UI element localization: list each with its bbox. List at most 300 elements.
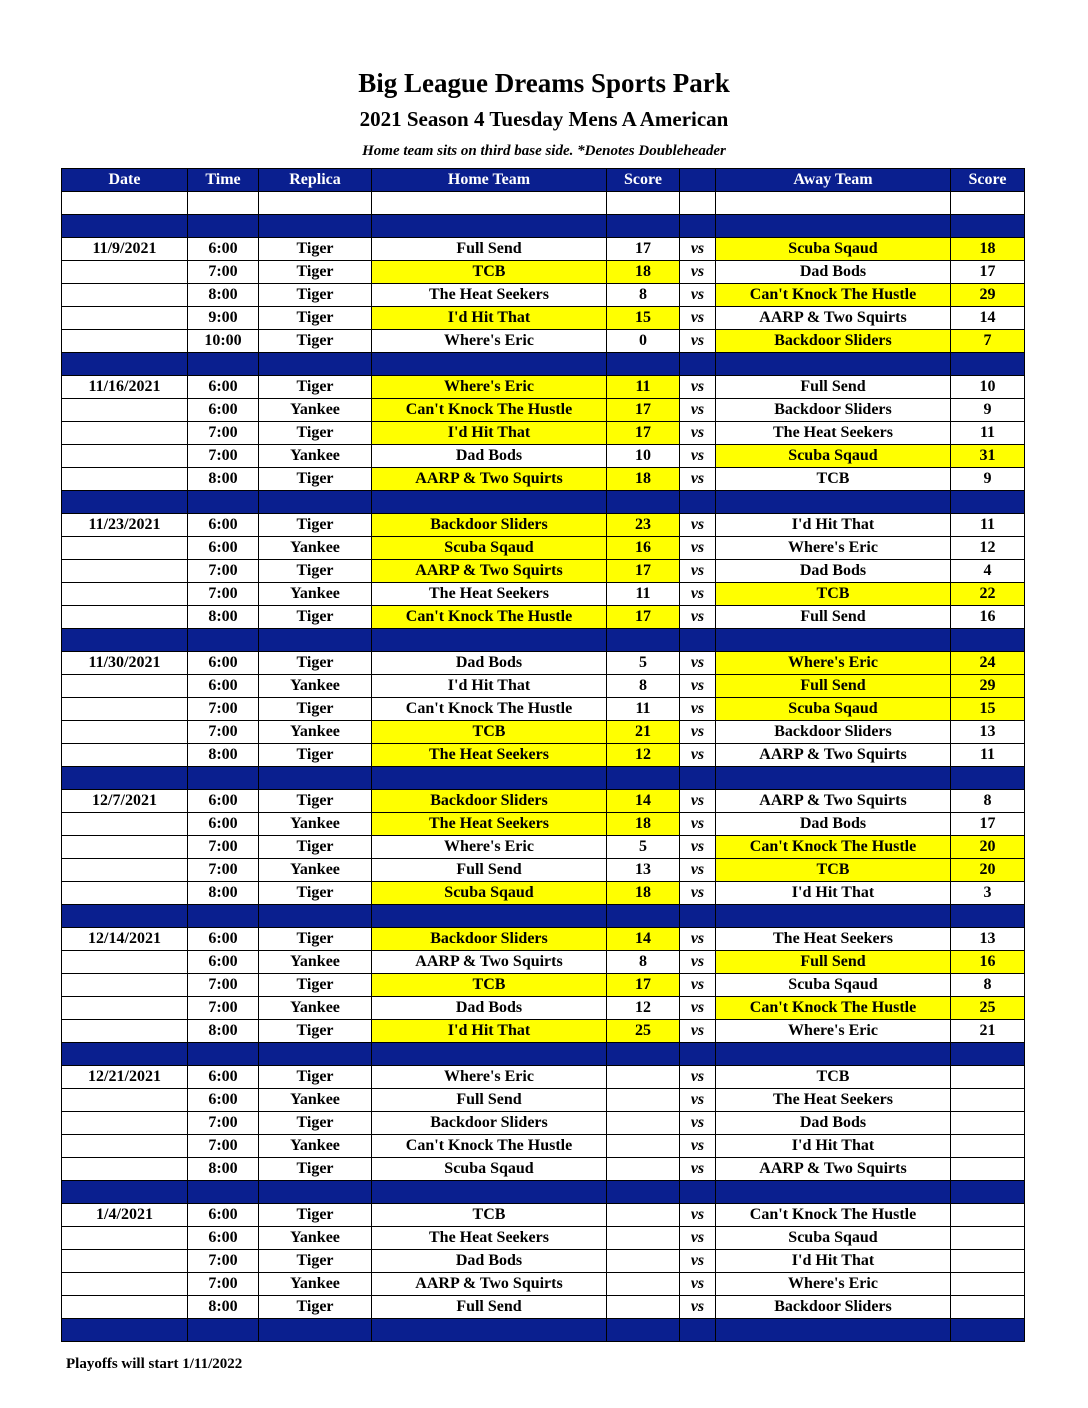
game-time: 7:00 [188, 997, 259, 1020]
game-time: 6:00 [188, 951, 259, 974]
header-row [62, 169, 1025, 192]
week-separator [62, 215, 1025, 238]
away-team: Dad Bods [716, 261, 951, 284]
vs-label: vs [680, 468, 716, 491]
game-row [62, 261, 1025, 284]
game-date: 11/30/2021 [62, 652, 188, 675]
away-team: Dad Bods [716, 813, 951, 836]
game-date [62, 537, 188, 560]
home-score [607, 1112, 680, 1135]
home-team: Where's Eric [372, 330, 607, 353]
home-team: Backdoor Sliders [372, 1112, 607, 1135]
home-team: AARP & Two Squirts [372, 468, 607, 491]
game-time: 6:00 [188, 813, 259, 836]
game-field: Yankee [259, 399, 372, 422]
game-field: Tiger [259, 1204, 372, 1227]
game-time: 8:00 [188, 284, 259, 307]
away-score: 9 [951, 399, 1025, 422]
game-date [62, 261, 188, 284]
home-score: 17 [607, 974, 680, 997]
home-team: The Heat Seekers [372, 284, 607, 307]
away-team: Scuba Sqaud [716, 238, 951, 261]
game-time: 6:00 [188, 1227, 259, 1250]
game-time: 7:00 [188, 974, 259, 997]
game-time: 6:00 [188, 1066, 259, 1089]
home-team: TCB [372, 1204, 607, 1227]
home-score: 12 [607, 997, 680, 1020]
vs-label: vs [680, 744, 716, 767]
game-field: Yankee [259, 1273, 372, 1296]
home-score: 11 [607, 583, 680, 606]
away-team: Backdoor Sliders [716, 721, 951, 744]
game-row [62, 445, 1025, 468]
game-row [62, 790, 1025, 813]
game-date [62, 560, 188, 583]
away-team: AARP & Two Squirts [716, 744, 951, 767]
game-row [62, 1204, 1025, 1227]
game-time: 8:00 [188, 744, 259, 767]
vs-label: vs [680, 836, 716, 859]
vs-label: vs [680, 1066, 716, 1089]
game-field: Tiger [259, 307, 372, 330]
week-separator [62, 1319, 1025, 1342]
game-date [62, 997, 188, 1020]
game-date [62, 1089, 188, 1112]
game-field: Tiger [259, 882, 372, 905]
away-team: AARP & Two Squirts [716, 307, 951, 330]
home-team: Where's Eric [372, 836, 607, 859]
game-row [62, 376, 1025, 399]
vs-label: vs [680, 1296, 716, 1319]
home-score: 17 [607, 238, 680, 261]
game-row [62, 928, 1025, 951]
vs-label: vs [680, 537, 716, 560]
game-field: Tiger [259, 514, 372, 537]
vs-label: vs [680, 951, 716, 974]
game-date [62, 284, 188, 307]
home-score: 18 [607, 261, 680, 284]
home-team: I'd Hit That [372, 422, 607, 445]
game-field: Tiger [259, 284, 372, 307]
page-subtitle: 2021 Season 4 Tuesday Mens A American [359, 107, 729, 131]
vs-label: vs [680, 514, 716, 537]
game-date: 12/21/2021 [62, 1066, 188, 1089]
game-field: Tiger [259, 1250, 372, 1273]
game-field: Yankee [259, 537, 372, 560]
blank-row [62, 192, 1025, 215]
away-team: Scuba Sqaud [716, 1227, 951, 1250]
away-team: Can't Knock The Hustle [716, 997, 951, 1020]
game-time: 6:00 [188, 376, 259, 399]
col-away-team: Away Team [716, 169, 951, 192]
vs-label: vs [680, 997, 716, 1020]
home-score [607, 1135, 680, 1158]
game-field: Yankee [259, 997, 372, 1020]
game-date [62, 721, 188, 744]
home-score [607, 1227, 680, 1250]
game-date [62, 445, 188, 468]
game-row [62, 399, 1025, 422]
home-score: 23 [607, 514, 680, 537]
game-time: 6:00 [188, 652, 259, 675]
home-score [607, 1204, 680, 1227]
home-score: 21 [607, 721, 680, 744]
home-score [607, 1089, 680, 1112]
away-team: Backdoor Sliders [716, 330, 951, 353]
vs-label: vs [680, 928, 716, 951]
home-score: 8 [607, 951, 680, 974]
away-score [951, 1250, 1025, 1273]
home-score: 17 [607, 606, 680, 629]
game-row [62, 859, 1025, 882]
home-team: Dad Bods [372, 997, 607, 1020]
home-score: 14 [607, 790, 680, 813]
game-row [62, 560, 1025, 583]
game-time: 9:00 [188, 307, 259, 330]
away-score [951, 1158, 1025, 1181]
vs-label: vs [680, 1273, 716, 1296]
vs-label: vs [680, 1227, 716, 1250]
game-field: Yankee [259, 445, 372, 468]
vs-label: vs [680, 790, 716, 813]
game-field: Tiger [259, 238, 372, 261]
home-score: 17 [607, 399, 680, 422]
away-team: Backdoor Sliders [716, 399, 951, 422]
game-row [62, 1089, 1025, 1112]
vs-label: vs [680, 422, 716, 445]
away-team: Can't Knock The Hustle [716, 836, 951, 859]
away-score [951, 1066, 1025, 1089]
vs-label: vs [680, 261, 716, 284]
game-field: Yankee [259, 1135, 372, 1158]
game-row [62, 951, 1025, 974]
game-row [62, 721, 1025, 744]
home-team: Full Send [372, 1296, 607, 1319]
away-team: Where's Eric [716, 1020, 951, 1043]
game-time: 10:00 [188, 330, 259, 353]
home-team: Where's Eric [372, 1066, 607, 1089]
home-score: 17 [607, 422, 680, 445]
away-score: 29 [951, 284, 1025, 307]
vs-label: vs [680, 445, 716, 468]
away-team: Full Send [716, 951, 951, 974]
home-score: 5 [607, 836, 680, 859]
home-team: Full Send [372, 859, 607, 882]
col-away-score: Score [951, 169, 1025, 192]
home-team: I'd Hit That [372, 1020, 607, 1043]
home-team: Backdoor Sliders [372, 790, 607, 813]
away-score: 13 [951, 721, 1025, 744]
game-row [62, 1112, 1025, 1135]
game-row [62, 606, 1025, 629]
vs-label: vs [680, 813, 716, 836]
game-date: 11/16/2021 [62, 376, 188, 399]
vs-label: vs [680, 284, 716, 307]
week-separator [62, 629, 1025, 652]
away-team: Backdoor Sliders [716, 1296, 951, 1319]
game-date [62, 1135, 188, 1158]
away-team: Scuba Sqaud [716, 445, 951, 468]
away-score: 24 [951, 652, 1025, 675]
footer-note: Playoffs will start 1/11/2022 [66, 1356, 243, 1372]
away-team: Full Send [716, 606, 951, 629]
away-team: I'd Hit That [716, 882, 951, 905]
game-row [62, 330, 1025, 353]
game-field: Yankee [259, 1227, 372, 1250]
game-field: Tiger [259, 1158, 372, 1181]
game-row [62, 997, 1025, 1020]
game-field: Tiger [259, 974, 372, 997]
vs-label: vs [680, 698, 716, 721]
game-date [62, 422, 188, 445]
game-date [62, 468, 188, 491]
game-field: Tiger [259, 652, 372, 675]
away-score [951, 1273, 1025, 1296]
game-date [62, 813, 188, 836]
game-field: Yankee [259, 675, 372, 698]
game-time: 7:00 [188, 560, 259, 583]
vs-label: vs [680, 330, 716, 353]
home-team: The Heat Seekers [372, 813, 607, 836]
game-row [62, 698, 1025, 721]
home-score: 18 [607, 813, 680, 836]
game-time: 7:00 [188, 445, 259, 468]
game-field: Tiger [259, 422, 372, 445]
game-row [62, 1273, 1025, 1296]
game-time: 8:00 [188, 1020, 259, 1043]
away-team: Scuba Sqaud [716, 698, 951, 721]
game-date: 11/23/2021 [62, 514, 188, 537]
game-field: Tiger [259, 744, 372, 767]
game-time: 8:00 [188, 468, 259, 491]
away-score [951, 1112, 1025, 1135]
game-field: Tiger [259, 330, 372, 353]
away-score: 11 [951, 422, 1025, 445]
home-score: 5 [607, 652, 680, 675]
game-row [62, 537, 1025, 560]
game-time: 6:00 [188, 238, 259, 261]
away-team: Full Send [716, 675, 951, 698]
game-time: 6:00 [188, 1204, 259, 1227]
game-field: Tiger [259, 836, 372, 859]
away-team: Dad Bods [716, 1112, 951, 1135]
home-score [607, 1273, 680, 1296]
game-time: 7:00 [188, 836, 259, 859]
away-score [951, 1204, 1025, 1227]
week-separator [62, 1181, 1025, 1204]
game-time: 6:00 [188, 399, 259, 422]
game-field: Tiger [259, 468, 372, 491]
game-date [62, 882, 188, 905]
away-score: 16 [951, 606, 1025, 629]
home-team: Backdoor Sliders [372, 514, 607, 537]
game-date [62, 675, 188, 698]
home-team: Scuba Sqaud [372, 537, 607, 560]
game-field: Tiger [259, 698, 372, 721]
home-score: 15 [607, 307, 680, 330]
away-score: 8 [951, 790, 1025, 813]
game-time: 6:00 [188, 537, 259, 560]
home-team: The Heat Seekers [372, 1227, 607, 1250]
away-team: AARP & Two Squirts [716, 1158, 951, 1181]
game-date [62, 1112, 188, 1135]
away-score: 9 [951, 468, 1025, 491]
game-time: 7:00 [188, 1273, 259, 1296]
vs-label: vs [680, 1204, 716, 1227]
game-time: 6:00 [188, 1089, 259, 1112]
game-row [62, 1227, 1025, 1250]
home-score: 11 [607, 376, 680, 399]
game-time: 6:00 [188, 928, 259, 951]
game-time: 6:00 [188, 790, 259, 813]
away-team: Where's Eric [716, 537, 951, 560]
away-score: 31 [951, 445, 1025, 468]
game-row [62, 1158, 1025, 1181]
away-team: I'd Hit That [716, 514, 951, 537]
game-date: 12/7/2021 [62, 790, 188, 813]
game-row [62, 514, 1025, 537]
away-score: 11 [951, 514, 1025, 537]
away-score: 11 [951, 744, 1025, 767]
game-time: 7:00 [188, 1135, 259, 1158]
game-row [62, 583, 1025, 606]
game-date [62, 1158, 188, 1181]
home-score: 0 [607, 330, 680, 353]
home-team: Can't Knock The Hustle [372, 606, 607, 629]
away-team: Dad Bods [716, 560, 951, 583]
game-row [62, 238, 1025, 261]
vs-label: vs [680, 238, 716, 261]
schedule-body [62, 192, 1025, 1342]
vs-label: vs [680, 974, 716, 997]
game-field: Tiger [259, 928, 372, 951]
game-row [62, 284, 1025, 307]
game-row [62, 307, 1025, 330]
game-field: Yankee [259, 951, 372, 974]
game-row [62, 813, 1025, 836]
home-team: Dad Bods [372, 652, 607, 675]
away-score: 22 [951, 583, 1025, 606]
vs-label: vs [680, 859, 716, 882]
game-time: 8:00 [188, 606, 259, 629]
game-time: 8:00 [188, 882, 259, 905]
away-score: 16 [951, 951, 1025, 974]
col-home-team: Home Team [372, 169, 607, 192]
game-time: 7:00 [188, 1250, 259, 1273]
col-home-score: Score [607, 169, 680, 192]
game-date [62, 307, 188, 330]
game-row [62, 974, 1025, 997]
vs-label: vs [680, 583, 716, 606]
away-team: Can't Knock The Hustle [716, 284, 951, 307]
away-score: 18 [951, 238, 1025, 261]
game-date: 1/4/2021 [62, 1204, 188, 1227]
game-row [62, 744, 1025, 767]
game-date [62, 1020, 188, 1043]
game-date [62, 1250, 188, 1273]
game-date [62, 974, 188, 997]
away-score: 29 [951, 675, 1025, 698]
home-score: 25 [607, 1020, 680, 1043]
away-team: I'd Hit That [716, 1250, 951, 1273]
home-team: Can't Knock The Hustle [372, 698, 607, 721]
game-time: 7:00 [188, 261, 259, 284]
home-score [607, 1066, 680, 1089]
home-team: TCB [372, 974, 607, 997]
away-score: 17 [951, 261, 1025, 284]
game-date [62, 836, 188, 859]
game-time: 7:00 [188, 859, 259, 882]
game-field: Tiger [259, 560, 372, 583]
away-team: Where's Eric [716, 652, 951, 675]
away-team: The Heat Seekers [716, 928, 951, 951]
game-field: Yankee [259, 721, 372, 744]
vs-label: vs [680, 376, 716, 399]
home-team: The Heat Seekers [372, 583, 607, 606]
game-date [62, 1273, 188, 1296]
away-score: 4 [951, 560, 1025, 583]
away-score: 21 [951, 1020, 1025, 1043]
home-team: Dad Bods [372, 1250, 607, 1273]
game-field: Yankee [259, 583, 372, 606]
game-row [62, 882, 1025, 905]
away-team: I'd Hit That [716, 1135, 951, 1158]
home-score: 14 [607, 928, 680, 951]
away-team: TCB [716, 859, 951, 882]
home-score: 11 [607, 698, 680, 721]
home-team: AARP & Two Squirts [372, 560, 607, 583]
game-row [62, 1250, 1025, 1273]
game-date [62, 1227, 188, 1250]
game-row [62, 422, 1025, 445]
away-team: Where's Eric [716, 1273, 951, 1296]
home-score: 18 [607, 882, 680, 905]
home-team: TCB [372, 261, 607, 284]
home-team: Backdoor Sliders [372, 928, 607, 951]
game-date: 11/9/2021 [62, 238, 188, 261]
home-team: Full Send [372, 1089, 607, 1112]
vs-label: vs [680, 1089, 716, 1112]
home-score: 12 [607, 744, 680, 767]
game-row [62, 1020, 1025, 1043]
away-score: 8 [951, 974, 1025, 997]
away-team: TCB [716, 468, 951, 491]
page-note: Home team sits on third base side. *Denotes Doubleheader [362, 143, 726, 159]
away-score: 17 [951, 813, 1025, 836]
away-score: 13 [951, 928, 1025, 951]
page-title: Big League Dreams Sports Park [358, 68, 730, 98]
home-score: 16 [607, 537, 680, 560]
game-field: Tiger [259, 606, 372, 629]
week-separator [62, 1043, 1025, 1066]
home-team: AARP & Two Squirts [372, 1273, 607, 1296]
vs-label: vs [680, 1020, 716, 1043]
vs-label: vs [680, 1112, 716, 1135]
game-date [62, 330, 188, 353]
game-date: 12/14/2021 [62, 928, 188, 951]
away-score: 20 [951, 859, 1025, 882]
game-date [62, 859, 188, 882]
away-score: 3 [951, 882, 1025, 905]
col-date: Date [62, 169, 188, 192]
home-team: Scuba Sqaud [372, 882, 607, 905]
away-team: Can't Knock The Hustle [716, 1204, 951, 1227]
col-replica: Replica [259, 169, 372, 192]
away-score: 12 [951, 537, 1025, 560]
game-time: 7:00 [188, 721, 259, 744]
vs-label: vs [680, 399, 716, 422]
away-team: Full Send [716, 376, 951, 399]
